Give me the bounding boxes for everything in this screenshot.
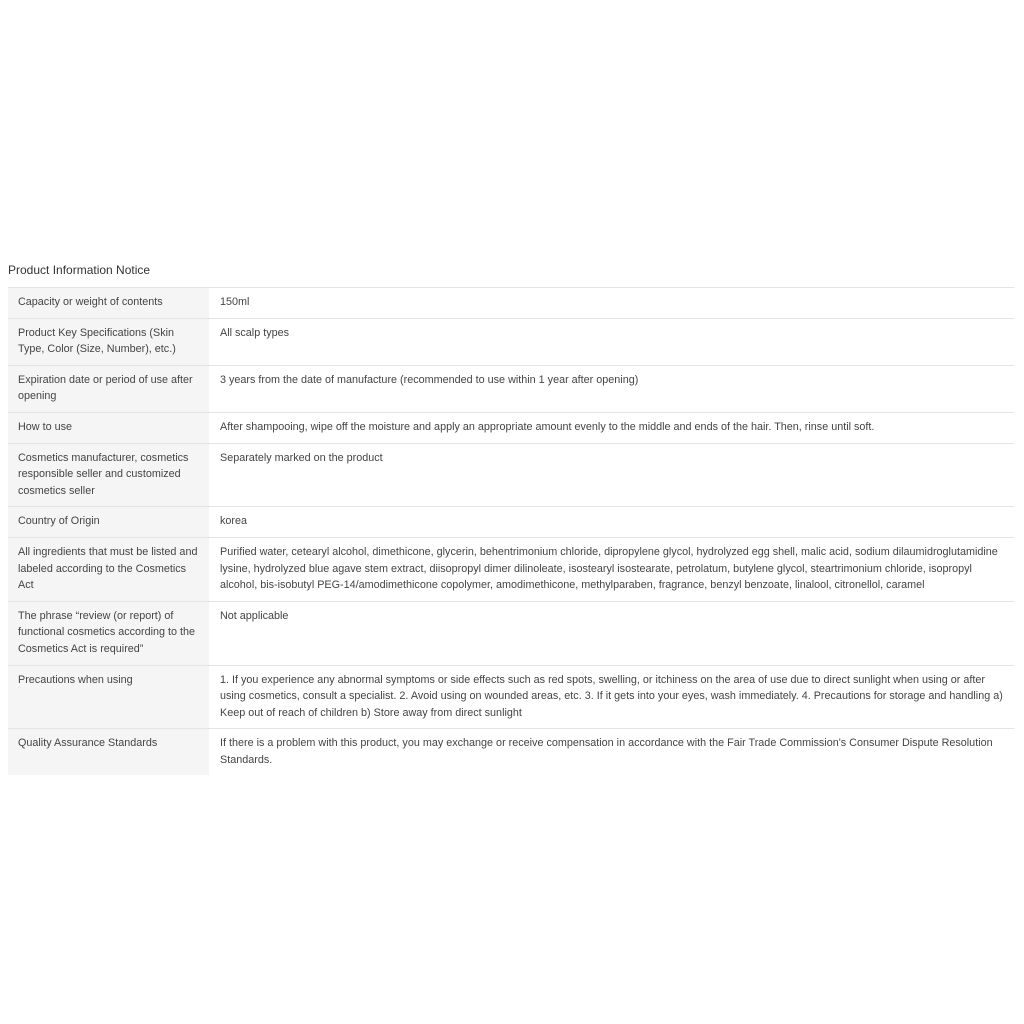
row-label: The phrase “review (or report) of functional cosmetics according to the Cosmetics Act is required” xyxy=(8,601,209,665)
row-value: If there is a problem with this product, you may exchange or receive compensation in accordance with the Fair Trade Commission's Consumer Dispute Resolution Standards. xyxy=(209,729,1014,776)
table-row-manufacturer xyxy=(8,443,1014,507)
table-row-capacity xyxy=(8,288,1014,319)
row-label: Product Key Specifications (Skin Type, Color (Size, Number), etc.) xyxy=(8,318,209,365)
product-information-notice xyxy=(8,262,1014,775)
row-label: Quality Assurance Standards xyxy=(8,729,209,776)
row-value: 3 years from the date of manufacture (recommended to use within 1 year after opening) xyxy=(209,365,1014,412)
notice-title: Product Information Notice xyxy=(8,263,151,277)
product-info-table xyxy=(8,287,1014,775)
table-row-functional-cosmetics-review xyxy=(8,601,1014,665)
table-row-how-to-use xyxy=(8,412,1014,443)
row-label: All ingredients that must be listed and labeled according to the Cosmetics Act xyxy=(8,537,209,601)
row-value: All scalp types xyxy=(209,318,1014,365)
row-value: After shampooing, wipe off the moisture and apply an appropriate amount evenly to the middle and ends of the hair. Then, rinse until soft. xyxy=(209,412,1014,443)
row-value: Purified water, cetearyl alcohol, dimethicone, glycerin, behentrimonium chloride, dipropylene glycol, hydrolyzed egg shell, malic acid, sodium dilaumidroglutamidine lysine, hydrolyzed blue agave stem extract, diisopropyl dimer dilinoleate, isostearyl isostearate, petrolatum, butylene glycol, steartrimonium chloride, isopropyl alcohol, bis-isobutyl PEG-14/amodimethicone copolymer, amodimethicone, methylparaben, fragrance, benzyl benzoate, linalool, citronellol, caramel xyxy=(209,537,1014,601)
row-label: How to use xyxy=(8,412,209,443)
row-value: Not applicable xyxy=(209,601,1014,665)
row-label: Expiration date or period of use after opening xyxy=(8,365,209,412)
row-value: Separately marked on the product xyxy=(209,443,1014,507)
row-label: Precautions when using xyxy=(8,665,209,729)
table-row-quality-assurance xyxy=(8,729,1014,776)
table-row-expiration xyxy=(8,365,1014,412)
row-label: Cosmetics manufacturer, cosmetics responsible seller and customized cosmetics seller xyxy=(8,443,209,507)
row-label: Country of Origin xyxy=(8,507,209,538)
table-row-precautions xyxy=(8,665,1014,729)
table-row-country-of-origin xyxy=(8,507,1014,538)
table-row-ingredients xyxy=(8,537,1014,601)
table-row-key-specifications xyxy=(8,318,1014,365)
row-label: Capacity or weight of contents xyxy=(8,288,209,319)
row-value: 150ml xyxy=(209,288,1014,319)
row-value: korea xyxy=(209,507,1014,538)
row-value: 1. If you experience any abnormal symptoms or side effects such as red spots, swelling, or itchiness on the area of use due to direct sunlight when using or after using cosmetics, consult a specialist. 2. Avoid using on wounded areas, etc. 3. If it gets into your eyes, wash immediately. 4. Precautions for storage and handling a) Keep out of reach of children b) Store away from direct sunlight xyxy=(209,665,1014,729)
